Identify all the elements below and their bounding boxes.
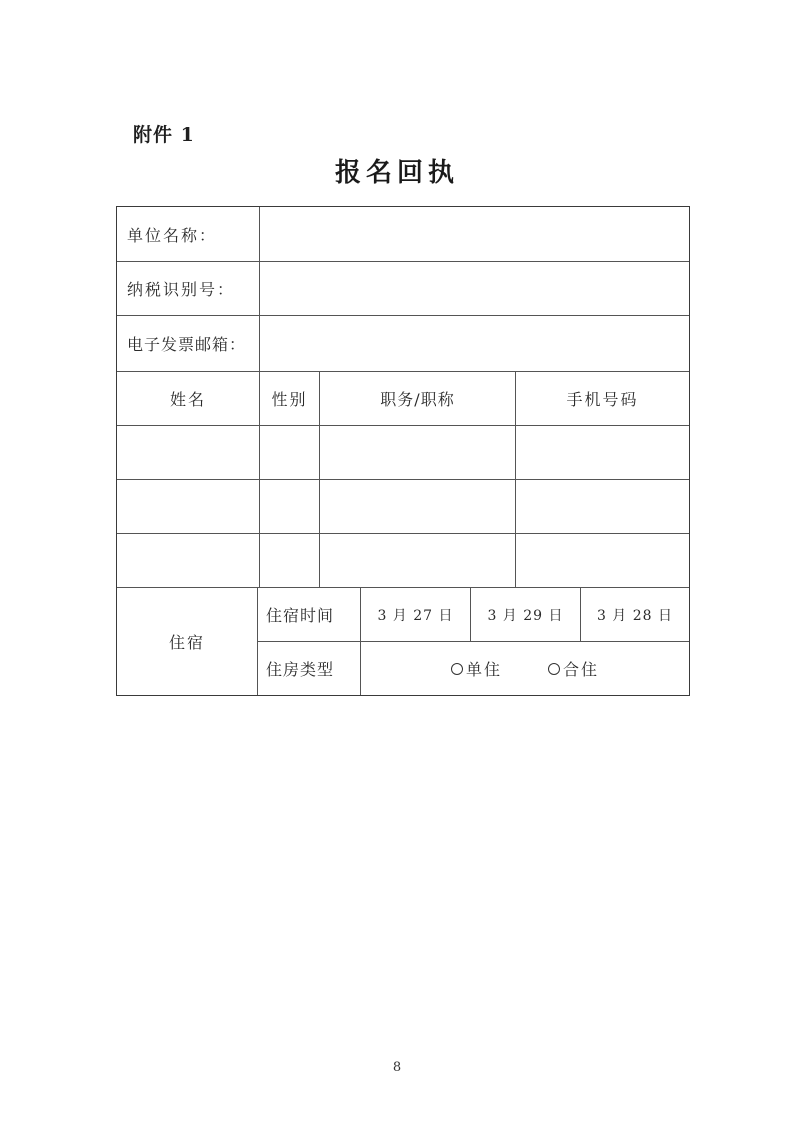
page-title: 报名回执 <box>334 158 459 188</box>
room-option-shared-label: 合住 <box>563 660 600 679</box>
attendee-phone-field[interactable] <box>516 426 689 479</box>
date-option-1[interactable]: 3 月 27 日 <box>377 607 454 624</box>
unit-name-label: 单位名称： <box>127 225 218 245</box>
radio-circle-icon[interactable] <box>548 663 560 675</box>
attendee-name-field[interactable] <box>117 480 259 533</box>
invoice-email-field[interactable] <box>260 316 689 371</box>
attendee-position-field[interactable] <box>320 534 515 587</box>
date-option-2[interactable]: 3 月 29 日 <box>487 607 564 624</box>
attendee-name-field[interactable] <box>117 534 259 587</box>
attendee-phone-field[interactable] <box>516 480 689 533</box>
page-number: 8 <box>392 1060 402 1075</box>
room-type-options <box>361 642 689 695</box>
attachment-label: 附件 1 <box>133 124 195 146</box>
room-type-label: 住房类型 <box>266 660 335 679</box>
invoice-email-label: 电子发票邮箱： <box>127 335 247 354</box>
room-option-shared[interactable] <box>548 657 599 680</box>
room-option-single[interactable] <box>451 657 502 680</box>
column-header-position: 职务/职称 <box>380 390 455 409</box>
tax-id-label: 纳税识别号： <box>127 280 236 299</box>
registration-form <box>116 206 690 696</box>
attendee-gender-field[interactable] <box>260 480 319 533</box>
tax-id-field[interactable] <box>260 262 689 315</box>
attendee-gender-field[interactable] <box>260 426 319 479</box>
column-header-gender: 性别 <box>271 390 308 409</box>
room-option-single-label: 单住 <box>465 660 502 679</box>
accommodation-time-label: 住宿时间 <box>266 606 335 625</box>
date-option-3[interactable]: 3 月 28 日 <box>596 607 674 624</box>
attendee-gender-field[interactable] <box>260 534 319 587</box>
attendee-phone-field[interactable] <box>516 534 689 587</box>
attendee-name-field[interactable] <box>117 426 259 479</box>
column-header-name: 姓名 <box>169 390 206 409</box>
attendee-position-field[interactable] <box>320 480 515 533</box>
unit-name-field[interactable] <box>260 207 689 261</box>
column-header-phone: 手机号码 <box>566 390 639 409</box>
radio-circle-icon[interactable] <box>451 663 463 675</box>
attendee-position-field[interactable] <box>320 426 515 479</box>
accommodation-label: 住宿 <box>168 633 205 652</box>
